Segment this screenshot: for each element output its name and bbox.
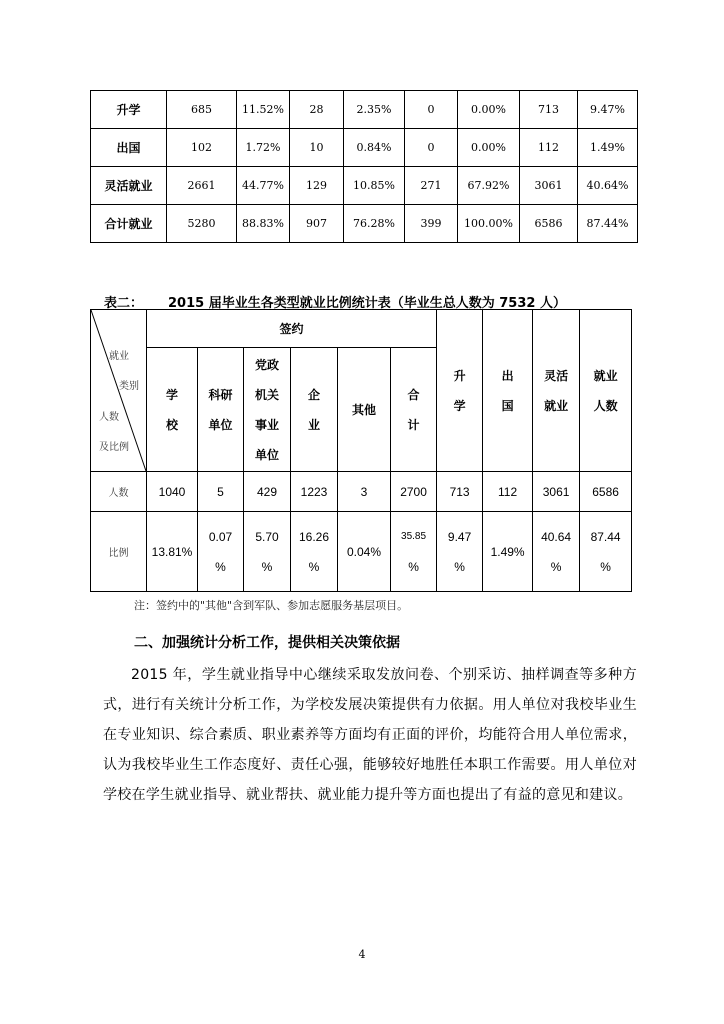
other-header: 其他: [338, 348, 391, 472]
table-cell: 100.00%: [458, 205, 520, 243]
table-cell: 0.84%: [344, 129, 405, 167]
table-cell: 87.44%: [578, 205, 638, 243]
table-row: [91, 129, 638, 167]
table-footnote: 注：签约中的"其他"含到军队、参加志愿服务基层项目。: [134, 599, 409, 612]
table-cell: 88.83%: [237, 205, 290, 243]
table-cell: 13.81%: [147, 512, 198, 592]
corner-category-label: 就业: [109, 351, 129, 362]
table-cell: 5.70 %: [244, 512, 291, 592]
table-cell: 0.04%: [338, 512, 391, 592]
page-number: 4: [358, 948, 366, 961]
table-cell: 0: [405, 129, 458, 167]
table-cell: 1.72%: [237, 129, 290, 167]
table-cell: 44.77%: [237, 167, 290, 205]
further-study-header: 升 学: [437, 310, 483, 472]
count-row-label: 人数: [91, 472, 147, 512]
diagonal-header-cell: [91, 310, 147, 472]
table-cell: 3: [338, 472, 391, 512]
table-cell: 16.26 %: [291, 512, 338, 592]
table-cell: 102: [167, 129, 237, 167]
table-cell: 67.92%: [458, 167, 520, 205]
table-cell: 10: [290, 129, 344, 167]
corner-type-label: 类别: [119, 381, 139, 392]
table-cell: 1.49%: [483, 512, 533, 592]
table-row: [91, 310, 632, 348]
table-cell: 2661: [167, 167, 237, 205]
table-cell: 0: [405, 91, 458, 129]
table-cell: 9.47 %: [437, 512, 483, 592]
table-row: [91, 205, 638, 243]
table-cell: 76.28%: [344, 205, 405, 243]
employed-count-header: 就业 人数: [580, 310, 632, 472]
count-row: [91, 472, 632, 512]
table-cell: 1040: [147, 472, 198, 512]
abroad-header: 出 国: [483, 310, 533, 472]
employment-table-continued: [90, 90, 638, 243]
corner-ratio-label: 及比例: [99, 442, 129, 453]
signed-header: 签约: [147, 310, 437, 348]
school-header: 学 校: [147, 348, 198, 472]
table-cell: 713: [437, 472, 483, 512]
table-cell: 6586: [580, 472, 632, 512]
table-cell: 0.00%: [458, 129, 520, 167]
table-row: [91, 91, 638, 129]
enterprise-header: 企 业: [291, 348, 338, 472]
table-cell: 5: [198, 472, 244, 512]
table-cell: 112: [483, 472, 533, 512]
table-cell: 11.52%: [237, 91, 290, 129]
table-cell: 40.64%: [578, 167, 638, 205]
table-cell: 399: [405, 205, 458, 243]
flexible-employment-header: 灵活 就业: [533, 310, 580, 472]
section-heading: 二、加强统计分析工作，提供相关决策依据: [134, 635, 400, 651]
table-cell: 9.47%: [578, 91, 638, 129]
table-cell: 271: [405, 167, 458, 205]
table-cell: 5280: [167, 205, 237, 243]
table-cell: 129: [290, 167, 344, 205]
table-cell: 1223: [291, 472, 338, 512]
table-caption-label: 表二：: [104, 296, 144, 311]
table-cell: 2700: [391, 472, 437, 512]
corner-count-label: 人数: [99, 412, 119, 423]
table-cell: 87.44 %: [580, 512, 632, 592]
table-cell: 1.49%: [578, 129, 638, 167]
table-cell: 0.07 %: [198, 512, 244, 592]
body-paragraph: 2015 年，学生就业指导中心继续采取发放问卷、个别采访、抽样调查等多种方式，进行有关统计分析工作，为学校发展决策提供有力依据。用人单位对我校毕业生在专业知识、综合素质、职业素养等方面均有正面的评价，均能符合用人单位需求，认为我校毕业生工作态度好、责任心强，能够较好地胜任本职工作需要。用人单位对学校在学生就业指导、就业帮扶、就业能力提升等方面也提出了有益的意见和建议。: [103, 667, 637, 803]
table-cell: 685: [167, 91, 237, 129]
table-cell: 3061: [533, 472, 580, 512]
row-label: 合计就业: [91, 205, 167, 243]
row-label: 灵活就业: [91, 167, 167, 205]
total-header: 合 计: [391, 348, 437, 472]
table-cell: 0.00%: [458, 91, 520, 129]
table-cell: 112: [520, 129, 578, 167]
table-cell: 429: [244, 472, 291, 512]
row-label: 升学: [91, 91, 167, 129]
government-header: 党政 机关 事业 单位: [244, 348, 291, 472]
row-label: 出国: [91, 129, 167, 167]
table-cell: 3061: [520, 167, 578, 205]
table-cell: 28: [290, 91, 344, 129]
ratio-row-label: 比例: [91, 512, 147, 592]
table-row: [91, 167, 638, 205]
table-cell: 6586: [520, 205, 578, 243]
table-caption-title: 2015 届毕业生各类型就业比例统计表（毕业生总人数为 7532 人）: [168, 296, 566, 311]
table-cell: 713: [520, 91, 578, 129]
table-cell: 907: [290, 205, 344, 243]
table-cell: 2.35%: [344, 91, 405, 129]
table-cell: 10.85%: [344, 167, 405, 205]
ratio-row: [91, 512, 632, 592]
research-header: 科研 单位: [198, 348, 244, 472]
table-cell: 40.64 %: [533, 512, 580, 592]
table-cell: 35.85 %: [391, 512, 437, 592]
employment-ratio-table: [90, 309, 632, 592]
